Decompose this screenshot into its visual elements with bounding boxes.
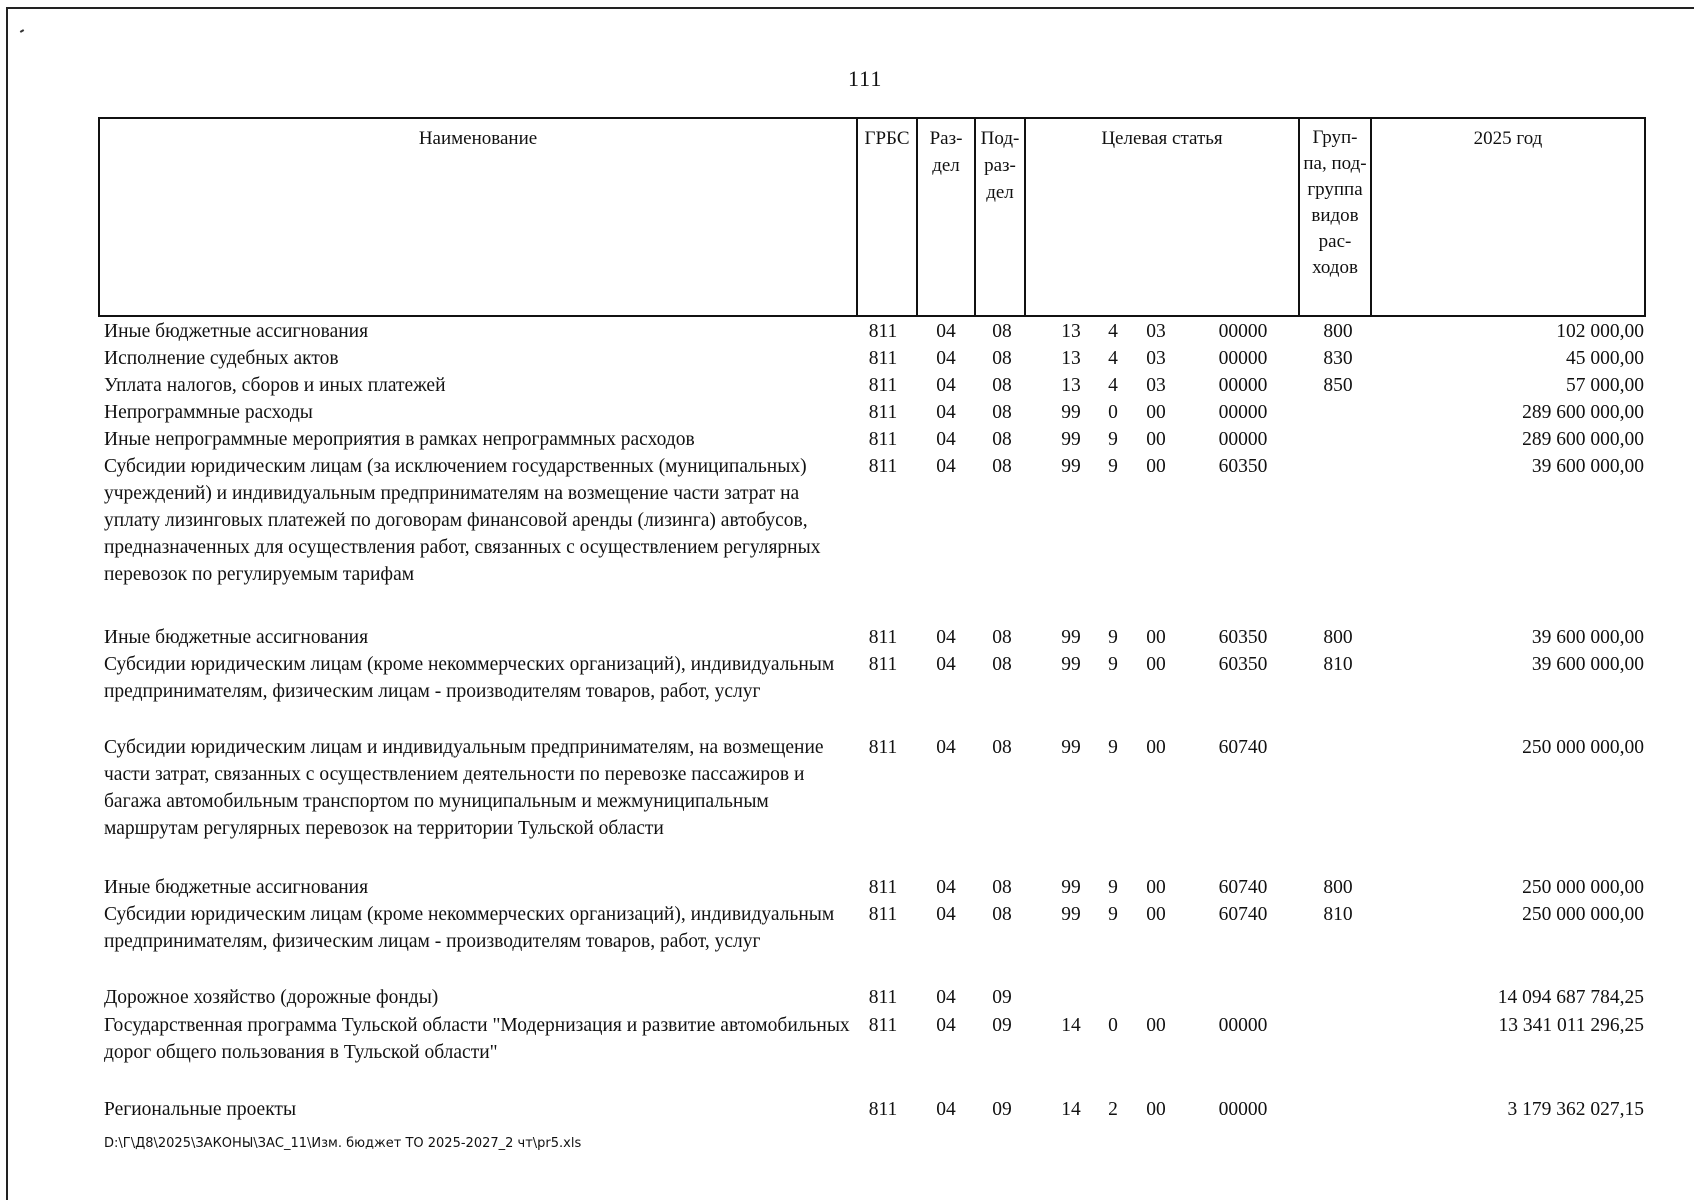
row-razdel: 04 <box>936 456 956 477</box>
table-row <box>98 372 1646 399</box>
row-expense-type: 830 <box>1323 348 1353 369</box>
row-grbs: 811 <box>868 877 898 898</box>
row-program: 99 <box>1061 654 1081 675</box>
row-subprogram: 9 <box>1108 627 1118 648</box>
row-amount: 102 000,00 <box>1556 321 1644 342</box>
row-amount: 45 000,00 <box>1566 348 1644 369</box>
row-expense-type: 800 <box>1323 627 1353 648</box>
row-program: 99 <box>1061 456 1081 477</box>
row-main-event: 00 <box>1146 877 1166 898</box>
table-row <box>98 426 1646 453</box>
row-grbs: 811 <box>868 987 898 1008</box>
scan-mark <box>20 29 24 33</box>
row-razdel: 04 <box>936 1099 956 1120</box>
row-podrazdel: 09 <box>992 1099 1012 1120</box>
row-amount: 250 000 000,00 <box>1522 904 1644 925</box>
row-name: Субсидии юридическим лицам и индивидуальным предпринимателям, на возмещение части затрат, связанных с осуществлением деятельности по перевозке пассажиров и багажа автомобильным транспортом по муниципальным и межмуниципальным маршрутам регулярных перевозок на территории Тульской области <box>104 737 824 839</box>
row-podrazdel: 08 <box>992 904 1012 925</box>
row-podrazdel: 09 <box>992 1015 1012 1036</box>
row-direction: 00000 <box>1218 375 1268 396</box>
row-direction: 60350 <box>1218 654 1268 675</box>
row-direction: 00000 <box>1218 1099 1268 1120</box>
row-subprogram: 2 <box>1108 1099 1118 1120</box>
row-razdel: 04 <box>936 321 956 342</box>
row-subprogram: 9 <box>1108 877 1118 898</box>
row-main-event: 00 <box>1146 456 1166 477</box>
row-main-event: 00 <box>1146 737 1166 758</box>
page-frame-top <box>6 7 1694 9</box>
row-expense-type: 850 <box>1323 375 1353 396</box>
row-podrazdel: 08 <box>992 348 1012 369</box>
row-expense-type: 800 <box>1323 877 1353 898</box>
row-main-event: 03 <box>1146 375 1166 396</box>
row-grbs: 811 <box>868 429 898 450</box>
row-grbs: 811 <box>868 737 898 758</box>
row-razdel: 04 <box>936 429 956 450</box>
row-subprogram: 9 <box>1108 654 1118 675</box>
row-program: 99 <box>1061 737 1081 758</box>
row-podrazdel: 08 <box>992 737 1012 758</box>
row-amount: 13 341 011 296,25 <box>1498 1015 1644 1036</box>
row-grbs: 811 <box>868 348 898 369</box>
row-amount: 3 179 362 027,15 <box>1507 1099 1644 1120</box>
row-direction: 60350 <box>1218 456 1268 477</box>
row-podrazdel: 08 <box>992 627 1012 648</box>
row-direction: 00000 <box>1218 402 1268 423</box>
row-razdel: 04 <box>936 904 956 925</box>
row-main-event: 00 <box>1146 1099 1166 1120</box>
table-row <box>98 1012 1646 1096</box>
row-name: Региональные проекты <box>104 1099 297 1120</box>
row-name: Иные бюджетные ассигнования <box>104 877 369 898</box>
row-main-event: 00 <box>1146 402 1166 423</box>
row-subprogram: 9 <box>1108 456 1118 477</box>
row-subprogram: 9 <box>1108 737 1118 758</box>
row-main-event: 03 <box>1146 321 1166 342</box>
row-razdel: 04 <box>936 987 956 1008</box>
page-number: 111 <box>848 66 883 91</box>
row-program: 99 <box>1061 904 1081 925</box>
header-podrazdel: Под- раз- дел <box>980 128 1020 203</box>
row-amount: 14 094 687 784,25 <box>1497 987 1644 1008</box>
row-name: Субсидии юридическим лицам (за исключением государственных (муниципальных) учреждений) и индивидуальным предпринимателям на возмещение части затрат на уплату лизинговых платежей по договорам финансовой аренды (лизинга) автобусов, предназначенных для осуществления работ, связанных с осуществлением регулярных перевозок по регулируемым тарифам <box>104 456 821 585</box>
row-podrazdel: 08 <box>992 877 1012 898</box>
row-name: Исполнение судебных актов <box>104 348 339 369</box>
header-expense-group: Груп- па, под- группа видов рас- ходов <box>1303 127 1367 278</box>
table-row <box>98 984 1646 1012</box>
row-subprogram: 9 <box>1108 429 1118 450</box>
row-name: Субсидии юридическим лицам (кроме некоммерческих организаций), индивидуальным предпринимателям, физическим лицам - производителям товаров, работ, услуг <box>104 654 835 702</box>
row-direction: 00000 <box>1218 348 1268 369</box>
row-podrazdel: 08 <box>992 654 1012 675</box>
row-subprogram: 0 <box>1108 1015 1118 1036</box>
row-grbs: 811 <box>868 402 898 423</box>
row-amount: 289 600 000,00 <box>1522 402 1644 423</box>
row-amount: 250 000 000,00 <box>1522 877 1644 898</box>
row-grbs: 811 <box>868 321 898 342</box>
row-grbs: 811 <box>868 456 898 477</box>
table-row <box>98 874 1646 901</box>
row-program: 14 <box>1061 1015 1081 1036</box>
table-row <box>98 453 1646 624</box>
row-expense-type: 810 <box>1323 654 1353 675</box>
table-row <box>98 901 1646 984</box>
row-razdel: 04 <box>936 877 956 898</box>
row-name: Государственная программа Тульской области "Модернизация и развитие автомобильных дорог общего пользования в Тульской области" <box>104 1015 850 1063</box>
row-direction: 60350 <box>1218 627 1268 648</box>
row-program: 13 <box>1061 375 1081 396</box>
row-program: 14 <box>1061 1099 1081 1120</box>
row-grbs: 811 <box>868 1015 898 1036</box>
table-row <box>98 399 1646 426</box>
row-grbs: 811 <box>868 904 898 925</box>
row-direction: 60740 <box>1218 904 1268 925</box>
row-program: 99 <box>1061 877 1081 898</box>
table-row <box>98 345 1646 372</box>
header-name: Наименование <box>418 128 538 149</box>
row-podrazdel: 08 <box>992 429 1012 450</box>
table-row <box>98 318 1646 345</box>
row-direction: 00000 <box>1218 1015 1268 1036</box>
row-razdel: 04 <box>936 654 956 675</box>
row-direction: 60740 <box>1218 877 1268 898</box>
row-name: Дорожное хозяйство (дорожные фонды) <box>104 987 439 1008</box>
row-grbs: 811 <box>868 627 898 648</box>
row-name: Иные бюджетные ассигнования <box>104 321 369 342</box>
row-amount: 39 600 000,00 <box>1531 654 1644 675</box>
page-frame-left <box>6 7 8 1200</box>
row-expense-type: 810 <box>1323 904 1353 925</box>
row-name: Уплата налогов, сборов и иных платежей <box>104 375 446 396</box>
table-row <box>98 734 1646 874</box>
row-podrazdel: 08 <box>992 321 1012 342</box>
row-program: 99 <box>1061 402 1081 423</box>
row-razdel: 04 <box>936 348 956 369</box>
row-main-event: 00 <box>1146 627 1166 648</box>
header-razdel: Раз- дел <box>929 128 963 176</box>
row-razdel: 04 <box>936 375 956 396</box>
row-grbs: 811 <box>868 1099 898 1120</box>
row-podrazdel: 08 <box>992 456 1012 477</box>
row-subprogram: 4 <box>1108 348 1118 369</box>
table-header <box>98 117 1646 317</box>
row-grbs: 811 <box>868 654 898 675</box>
row-razdel: 04 <box>936 1015 956 1036</box>
row-direction: 00000 <box>1218 321 1268 342</box>
row-grbs: 811 <box>868 375 898 396</box>
row-main-event: 00 <box>1146 1015 1166 1036</box>
header-target-article: Целевая статья <box>1101 128 1223 149</box>
header-grbs: ГРБС <box>864 128 910 149</box>
row-main-event: 00 <box>1146 654 1166 675</box>
row-name: Иные непрограммные мероприятия в рамках непрограммных расходов <box>104 429 695 450</box>
row-name: Субсидии юридическим лицам (кроме некоммерческих организаций), индивидуальным предпринимателям, физическим лицам - производителям товаров, работ, услуг <box>104 904 835 952</box>
row-razdel: 04 <box>936 627 956 648</box>
row-podrazdel: 08 <box>992 402 1012 423</box>
table-row <box>98 651 1646 734</box>
row-subprogram: 4 <box>1108 375 1118 396</box>
row-direction: 60740 <box>1218 737 1268 758</box>
row-razdel: 04 <box>936 402 956 423</box>
header-year-2025: 2025 год <box>1473 128 1543 149</box>
table-body <box>98 318 1646 1123</box>
file-path-footer: D:\Г\Д8\2025\ЗАКОНЫ\ЗАС_11\Изм. бюджет ТО 2025-2027_2 чт\pr5.xls <box>104 1136 582 1151</box>
table-row <box>98 1096 1646 1123</box>
table-row <box>98 624 1646 651</box>
row-amount: 57 000,00 <box>1566 375 1644 396</box>
row-amount: 250 000 000,00 <box>1522 737 1644 758</box>
row-razdel: 04 <box>936 737 956 758</box>
row-program: 99 <box>1061 627 1081 648</box>
row-subprogram: 0 <box>1108 402 1118 423</box>
row-expense-type: 800 <box>1323 321 1353 342</box>
row-podrazdel: 08 <box>992 375 1012 396</box>
row-program: 13 <box>1061 321 1081 342</box>
row-program: 13 <box>1061 348 1081 369</box>
row-main-event: 00 <box>1146 429 1166 450</box>
row-podrazdel: 09 <box>992 987 1012 1008</box>
row-subprogram: 4 <box>1108 321 1118 342</box>
row-name: Иные бюджетные ассигнования <box>104 627 369 648</box>
row-amount: 39 600 000,00 <box>1531 627 1644 648</box>
row-main-event: 03 <box>1146 348 1166 369</box>
row-direction: 00000 <box>1218 429 1268 450</box>
row-program: 99 <box>1061 429 1081 450</box>
row-main-event: 00 <box>1146 904 1166 925</box>
row-amount: 39 600 000,00 <box>1531 456 1644 477</box>
row-amount: 289 600 000,00 <box>1522 429 1644 450</box>
row-subprogram: 9 <box>1108 904 1118 925</box>
row-name: Непрограммные расходы <box>104 402 313 423</box>
